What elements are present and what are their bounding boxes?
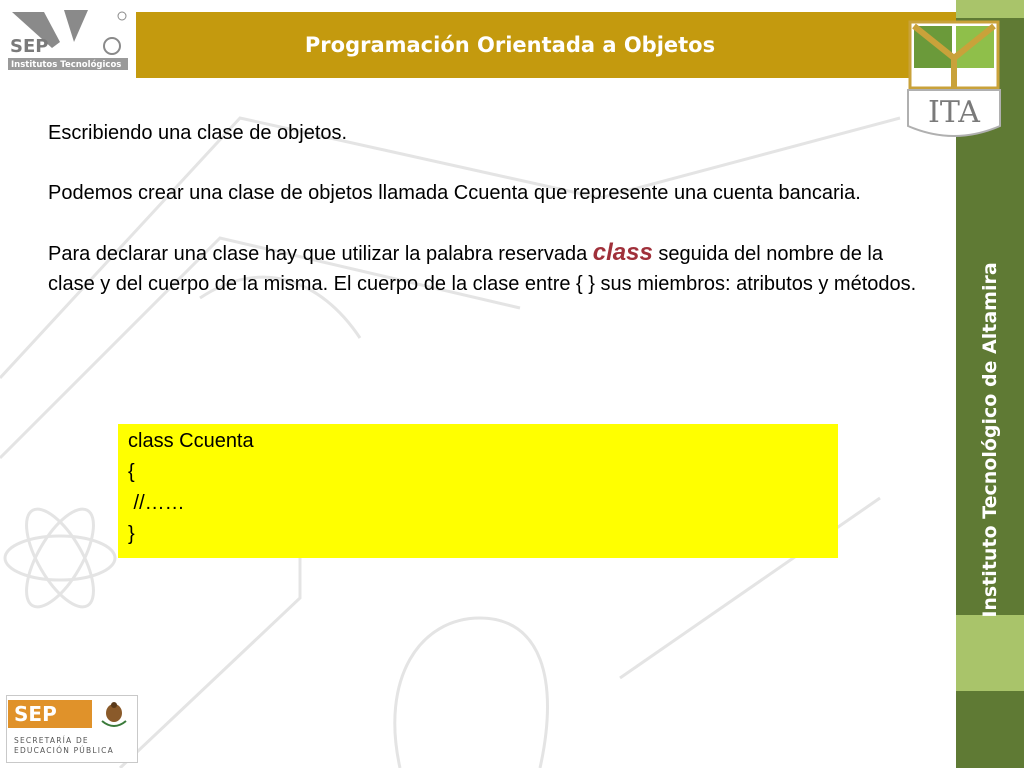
sep-institutos-logo: [4, 2, 132, 78]
code-line: }: [128, 523, 135, 545]
sep-logo-label: SEP: [10, 36, 49, 57]
institute-name: Instituto Tecnológico de Altamira: [979, 262, 1001, 618]
ita-logo-text: ITA: [928, 95, 980, 130]
code-line: {: [128, 461, 135, 483]
class-keyword: class: [592, 239, 653, 266]
slide-title: Programación Orientada a Objetos: [304, 33, 716, 57]
section-heading: Escribiendo una clase de objetos.: [48, 122, 348, 144]
paragraph-declaration-start: Para declarar una clase hay que utilizar la palabra reservada: [48, 243, 593, 265]
footer-line-educacion: EDUCACIÓN PÚBLICA: [14, 746, 114, 755]
sep-logo-subtext: Institutos Tecnológicos: [11, 60, 122, 70]
footer-sep-label: SEP: [8, 700, 92, 728]
code-example-box: [118, 424, 838, 558]
slide-body: [48, 118, 928, 299]
code-line: class Ccuenta: [128, 430, 254, 452]
sidebar-light-segment: [956, 615, 1024, 691]
paragraph-declaration: [48, 238, 928, 299]
institute-vertical-label: [958, 262, 1022, 618]
sidebar-light-top: [956, 0, 1024, 18]
paragraph-declaration-end: seguida del nombre de la clase y del cuerpo de la misma. El cuerpo de la clase entre { } sus miembros: atributos y métodos.: [48, 243, 917, 295]
code-line: //……: [128, 492, 185, 514]
mexico-eagle-emblem-icon: [96, 699, 132, 731]
footer-line-secretaria: SECRETARÍA DE: [14, 736, 89, 745]
paragraph-intro: Podemos crear una clase de objetos llamada Ccuenta que represente una cuenta bancaria.: [48, 182, 861, 204]
